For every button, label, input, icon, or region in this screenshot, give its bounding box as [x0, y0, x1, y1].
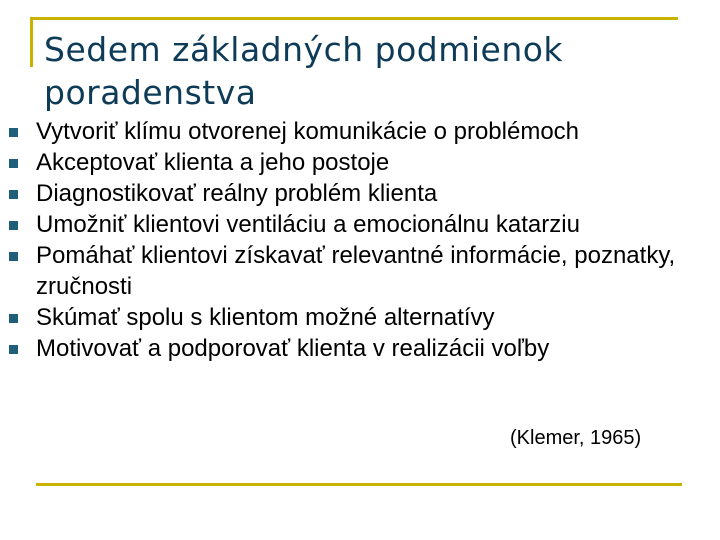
bullet-text: Diagnostikovať reálny problém klienta: [36, 180, 438, 207]
square-bullet-icon: [9, 345, 18, 354]
slide-title: Sedem základných podmienok poradenstva: [44, 30, 564, 112]
square-bullet-icon: [9, 314, 18, 323]
bullet-list: [0, 116, 720, 364]
list-item: [0, 116, 720, 147]
list-item: [0, 240, 720, 302]
square-bullet-icon: [9, 190, 18, 199]
list-item: [0, 333, 720, 364]
bullet-text: Umožniť klientovi ventiláciu a emocionálnu katarziu: [36, 211, 580, 238]
square-bullet-icon: [9, 159, 18, 168]
bullet-text: Motivovať a podporovať klienta v realizácii voľby: [36, 335, 550, 362]
decorative-top-line: [30, 17, 678, 20]
square-bullet-icon: [9, 252, 18, 261]
bullet-text: Skúmať spolu s klientom možné alternatívy: [36, 304, 495, 331]
list-item: [0, 302, 720, 333]
bullet-text: Akceptovať klienta a jeho postoje: [36, 149, 390, 176]
square-bullet-icon: [9, 128, 18, 137]
square-bullet-icon: [9, 221, 18, 230]
bullet-text: Vytvoriť klímu otvorenej komunikácie o problémoch: [36, 118, 580, 145]
list-item: [0, 209, 720, 240]
decorative-left-line: [30, 17, 33, 67]
list-item: [0, 147, 720, 178]
citation: (Klemer, 1965): [510, 427, 642, 449]
list-item: [0, 178, 720, 209]
decorative-bottom-line: [36, 483, 682, 486]
bullet-text: Pomáhať klientovi získavať relevantné informácie, poznatky, zručnosti: [36, 242, 676, 300]
